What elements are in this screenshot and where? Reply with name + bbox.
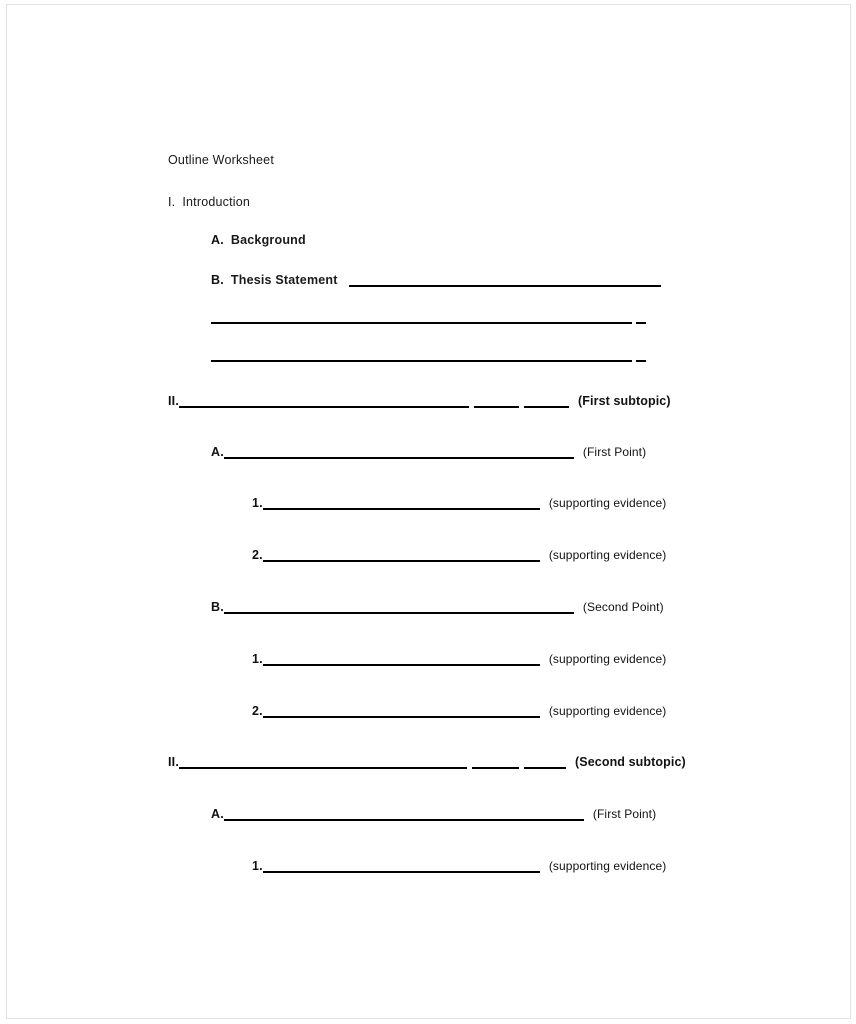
row-blank[interactable] bbox=[263, 664, 540, 666]
outline-row-point-2a bbox=[211, 804, 656, 824]
item-marker: B. bbox=[211, 273, 224, 287]
row-hint: (First subtopic) bbox=[578, 394, 671, 408]
outline-row-evidence-1a1 bbox=[252, 493, 666, 513]
row-blank-seg3[interactable] bbox=[524, 767, 566, 769]
item-label: Thesis Statement bbox=[230, 273, 338, 287]
row-blank[interactable] bbox=[263, 560, 540, 562]
row-blank[interactable] bbox=[179, 406, 469, 408]
row-marker: II. bbox=[168, 394, 180, 408]
thesis-statement-blank[interactable] bbox=[349, 285, 661, 287]
row-blank-seg2[interactable] bbox=[474, 406, 519, 408]
page-title-text: Outline Worksheet bbox=[168, 153, 274, 167]
row-hint: (supporting evidence) bbox=[548, 496, 667, 510]
row-blank-seg3[interactable] bbox=[524, 406, 569, 408]
row-marker: B. bbox=[211, 600, 224, 614]
thesis-continuation-blank-2[interactable] bbox=[211, 360, 632, 362]
outline-row-evidence-1b1 bbox=[252, 649, 666, 669]
row-marker: 1. bbox=[252, 652, 263, 666]
section-introduction bbox=[168, 192, 250, 212]
row-marker: A. bbox=[211, 807, 224, 821]
row-blank[interactable] bbox=[179, 767, 467, 769]
page-title bbox=[168, 150, 274, 170]
row-marker: II. bbox=[168, 755, 180, 769]
row-hint: (supporting evidence) bbox=[548, 652, 667, 666]
row-marker: 1. bbox=[252, 496, 263, 510]
row-blank[interactable] bbox=[263, 871, 540, 873]
item-thesis-statement bbox=[211, 270, 661, 290]
item-marker: A. bbox=[211, 233, 224, 247]
outline-row-subtopic-1 bbox=[168, 391, 671, 411]
item-label: Background bbox=[230, 233, 306, 247]
outline-row-point-1b bbox=[211, 597, 664, 617]
row-blank[interactable] bbox=[224, 819, 584, 821]
row-blank[interactable] bbox=[224, 612, 574, 614]
section-label: Introduction bbox=[182, 195, 251, 209]
row-hint: (First Point) bbox=[582, 445, 647, 459]
row-marker: 2. bbox=[252, 704, 263, 718]
row-marker: 2. bbox=[252, 548, 263, 562]
row-hint: (supporting evidence) bbox=[548, 859, 667, 873]
thesis-continuation-blank-1[interactable] bbox=[211, 322, 632, 324]
section-marker: I. bbox=[168, 195, 176, 209]
outline-row-evidence-1a2 bbox=[252, 545, 666, 565]
thesis-continuation-blank-2-tail[interactable] bbox=[636, 360, 646, 362]
outline-row-evidence-2a1 bbox=[252, 856, 666, 876]
row-marker: 1. bbox=[252, 859, 263, 873]
row-hint: (supporting evidence) bbox=[548, 548, 667, 562]
row-hint: (Second subtopic) bbox=[575, 755, 686, 769]
outline-row-evidence-1b2 bbox=[252, 701, 666, 721]
row-marker: A. bbox=[211, 445, 224, 459]
thesis-continuation-blank-1-tail[interactable] bbox=[636, 322, 646, 324]
row-blank[interactable] bbox=[263, 716, 540, 718]
outline-row-point-1a bbox=[211, 442, 646, 462]
row-blank-seg2[interactable] bbox=[472, 767, 519, 769]
row-hint: (supporting evidence) bbox=[548, 704, 667, 718]
item-background bbox=[211, 230, 306, 250]
row-hint: (First Point) bbox=[592, 807, 657, 821]
row-blank[interactable] bbox=[263, 508, 540, 510]
row-blank[interactable] bbox=[224, 457, 574, 459]
outline-row-subtopic-2 bbox=[168, 752, 686, 772]
row-hint: (Second Point) bbox=[582, 600, 664, 614]
